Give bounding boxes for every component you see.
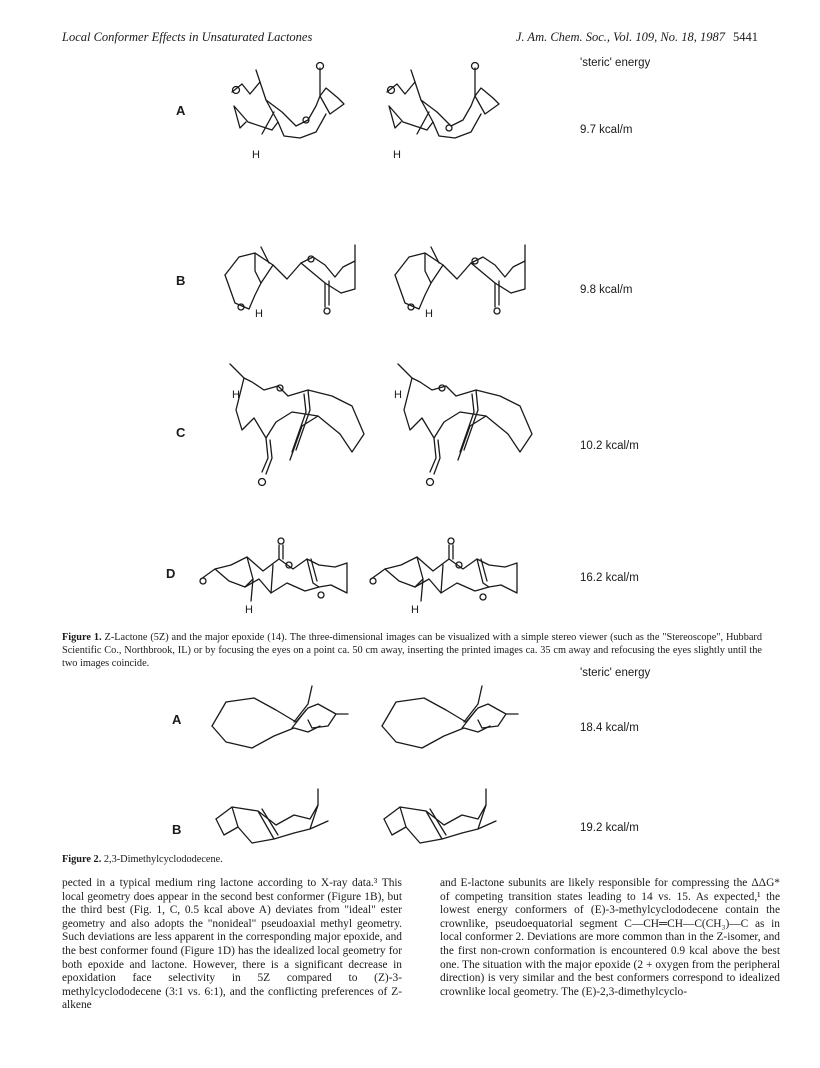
fig1-d-left-molecule	[195, 535, 365, 615]
running-header-title: Local Conformer Effects in Unsaturated Lactones	[62, 30, 313, 44]
body-paragraph: pected in a typical medium ring lactone according to X-ray data.³ This local geometry does appear in the second best conformer (Figure 1B), but the third best (Fig. 1, C, 0.5 kcal above A) deviates from "ideal" ester geometry and also adopts the "nonideal" pseudoaxial methyl geometry. Such deviations are less apparent in the corresponding major epoxide, and the best conformer found (Figure 1D) has the idealized local geometry for both epoxide and lactone. However, there is a significant decrease in epoxidation face selectivity in 5Z compared to (Z)-3-methylcyclododecene (3:1 vs. 6:1), and the conflicting preferences of Z-alkene	[62, 877, 402, 1012]
body-right-column	[440, 877, 780, 999]
fig1-row-c-energy: 10.2 kcal/m	[580, 440, 639, 452]
fig1-row-b-label: B	[176, 273, 186, 288]
journal-citation: J. Am. Chem. Soc., Vol. 109, No. 18, 1987	[515, 30, 725, 44]
fig2-a-left-molecule	[208, 680, 358, 760]
fig1-row-a-label: A	[176, 103, 186, 118]
fig1-c-left-molecule	[222, 360, 372, 490]
h-atom-label: H	[232, 389, 240, 401]
h-atom-label: H	[393, 149, 401, 161]
page-number: 5441	[733, 30, 758, 44]
fig2-row-a-label: A	[172, 712, 182, 727]
figure2-caption-text: 2,3-Dimethylcyclododecene.	[101, 854, 223, 865]
figure2-caption	[62, 853, 762, 866]
fig1-b-right-molecule	[385, 235, 535, 325]
h-atom-label: H	[255, 308, 263, 320]
fig2-b-right-molecule	[378, 785, 508, 855]
fig1-c-right-molecule	[390, 360, 540, 490]
running-header-citation	[516, 30, 758, 45]
fig1-d-right-molecule	[365, 535, 535, 615]
h-atom-label: H	[252, 149, 260, 161]
fig1-row-b-energy: 9.8 kcal/m	[580, 284, 633, 296]
fig2-row-a-energy: 18.4 kcal/m	[580, 722, 639, 734]
body-left-column	[62, 877, 402, 1013]
figure1-caption-label: Figure 1.	[62, 632, 102, 643]
h-atom-label: H	[425, 308, 433, 320]
fig1-row-d-energy: 16.2 kcal/m	[580, 572, 639, 584]
fig1-row-c-label: C	[176, 425, 186, 440]
h-atom-label: H	[411, 604, 419, 616]
h-atom-label: H	[245, 604, 253, 616]
fig2-b-left-molecule	[210, 785, 340, 855]
figure2-caption-label: Figure 2.	[62, 854, 102, 865]
fig2-row-b-label: B	[172, 822, 182, 837]
fig1-row-d-label: D	[166, 566, 176, 581]
body-paragraph: and E-lactone subunits are likely responsible for compressing the ΔΔG* of competing transition states leading to 14 vs. 15. As expected,¹ the lowest energy conformers of (E)-3-methylcyclododecene contain the crownlike, pseudoequatorial segment C—CH═CH—C(CH₃)—C as in local conformer 2. Deviations are more common than in the Z-isomer, and the first non-crown conformation is encountered 0.9 kcal above the best one. The situation with the major epoxide (2 + oxygen from the peripheral direction) is very similar and the best conformers correspond to idealized crownlike local geometry. The (E)-2,3-dimethylcyclo-	[440, 877, 780, 998]
fig1-a-left-molecule	[220, 60, 370, 170]
fig1-b-left-molecule	[215, 235, 365, 325]
fig2-energy-heading: 'steric' energy	[580, 667, 651, 679]
figure1-caption	[62, 631, 762, 670]
h-atom-label: H	[394, 389, 402, 401]
figure1-caption-text: Z-Lactone (5Z) and the major epoxide (14). The three-dimensional images can be visualized with a simple stereo viewer (such as the "Stereoscope", Hubbard Scientific Co., Northbrook, IL) or by focusing the eyes on a point ca. 50 cm away, inserting the printed images ca. 35 cm away and refocusing the eyes slightly until the two images coincide.	[62, 632, 762, 669]
fig2-a-right-molecule	[378, 680, 528, 760]
fig2-row-b-energy: 19.2 kcal/m	[580, 822, 639, 834]
fig1-row-a-energy: 9.7 kcal/m	[580, 124, 633, 136]
fig1-energy-heading: 'steric' energy	[580, 57, 651, 69]
fig1-a-right-molecule	[375, 60, 525, 170]
